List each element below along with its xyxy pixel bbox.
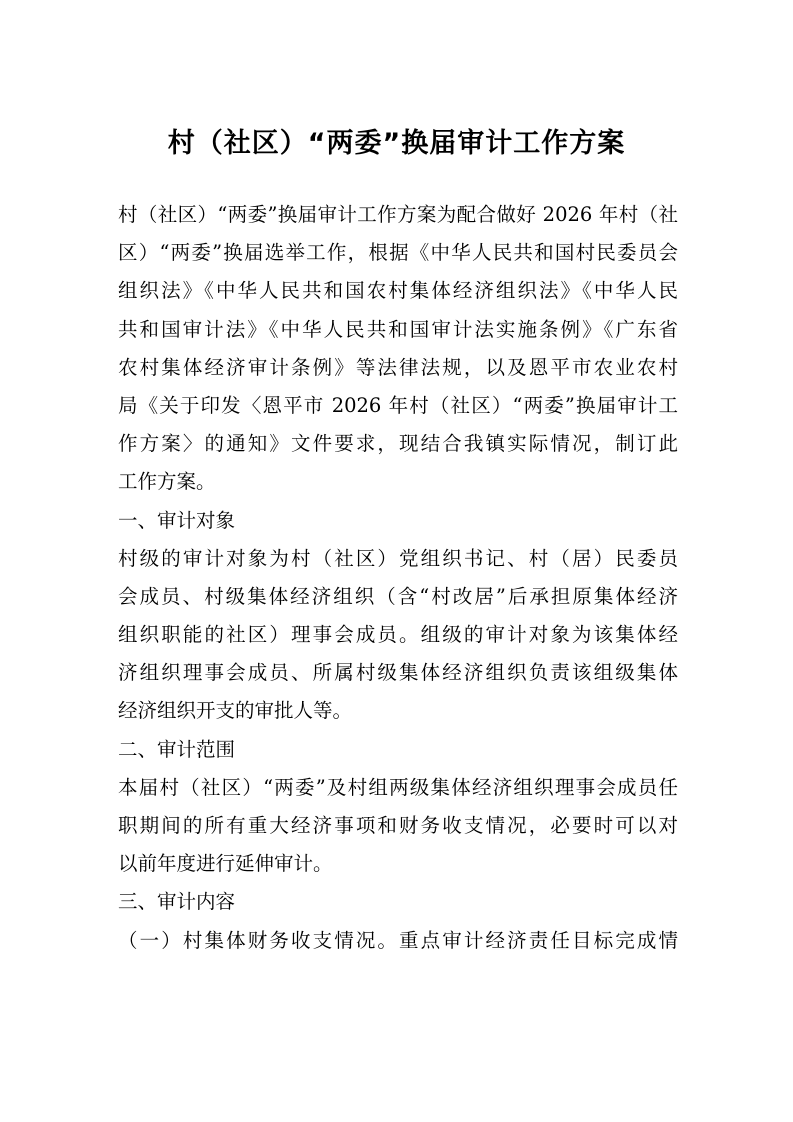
paragraph-line: 本届村（社区）“两委”及村组两级集体经济组织理事会成员任 [118, 775, 678, 799]
paragraph-line: 工作方案。 [118, 470, 216, 494]
paragraph-line: 以前年度进行延伸审计。 [118, 852, 333, 876]
paragraph-line: 共和国审计法》《中华人民共和国审计法实施条例》《广东省 [118, 317, 678, 341]
paragraph-line: 局《关于印发〈恩平市 2026 年村（社区）“两委”换届审计工 [118, 393, 678, 417]
paragraph-line: 组织职能的社区）理事会成员。组级的审计对象为该集体经 [118, 623, 678, 647]
paragraph-line: 会成员、村级集体经济组织（含“村改居”后承担原集体经济 [118, 584, 678, 608]
paragraph-line: 村级的审计对象为村（社区）党组织书记、村（居）民委员 [118, 546, 678, 570]
document-body [118, 196, 678, 960]
paragraph-line: 经济组织开支的审批人等。 [118, 699, 353, 723]
document-title: 村（社区）“两委”换届审计工作方案 [167, 128, 626, 159]
paragraph-line: 村（社区）“两委”换届审计工作方案为配合做好 2026 年村（社 [118, 203, 678, 226]
paragraph-line: 作方案〉的通知》文件要求，现结合我镇实际情况，制订此 [118, 432, 678, 456]
paragraph-line: 区）“两委”换届选举工作，根据《中华人民共和国村民委员会 [118, 241, 678, 265]
section-heading: 三、审计内容 [118, 890, 236, 914]
paragraph-line: 济组织理事会成员、所属村级集体经济组织负责该组级集体 [118, 661, 678, 685]
section-heading: 一、审计对象 [118, 508, 236, 532]
paragraph-line: （一）村集体财务收支情况。重点审计经济责任目标完成情 [118, 928, 678, 952]
paragraph-line: 农村集体经济审计条例》等法律法规，以及恩平市农业农村 [118, 355, 678, 379]
paragraph-line: 职期间的所有重大经济事项和财务收支情况，必要时可以对 [118, 814, 678, 837]
section-heading: 二、审计范围 [118, 737, 236, 761]
paragraph-line: 组织法》《中华人民共和国农村集体经济组织法》《中华人民 [118, 279, 678, 303]
